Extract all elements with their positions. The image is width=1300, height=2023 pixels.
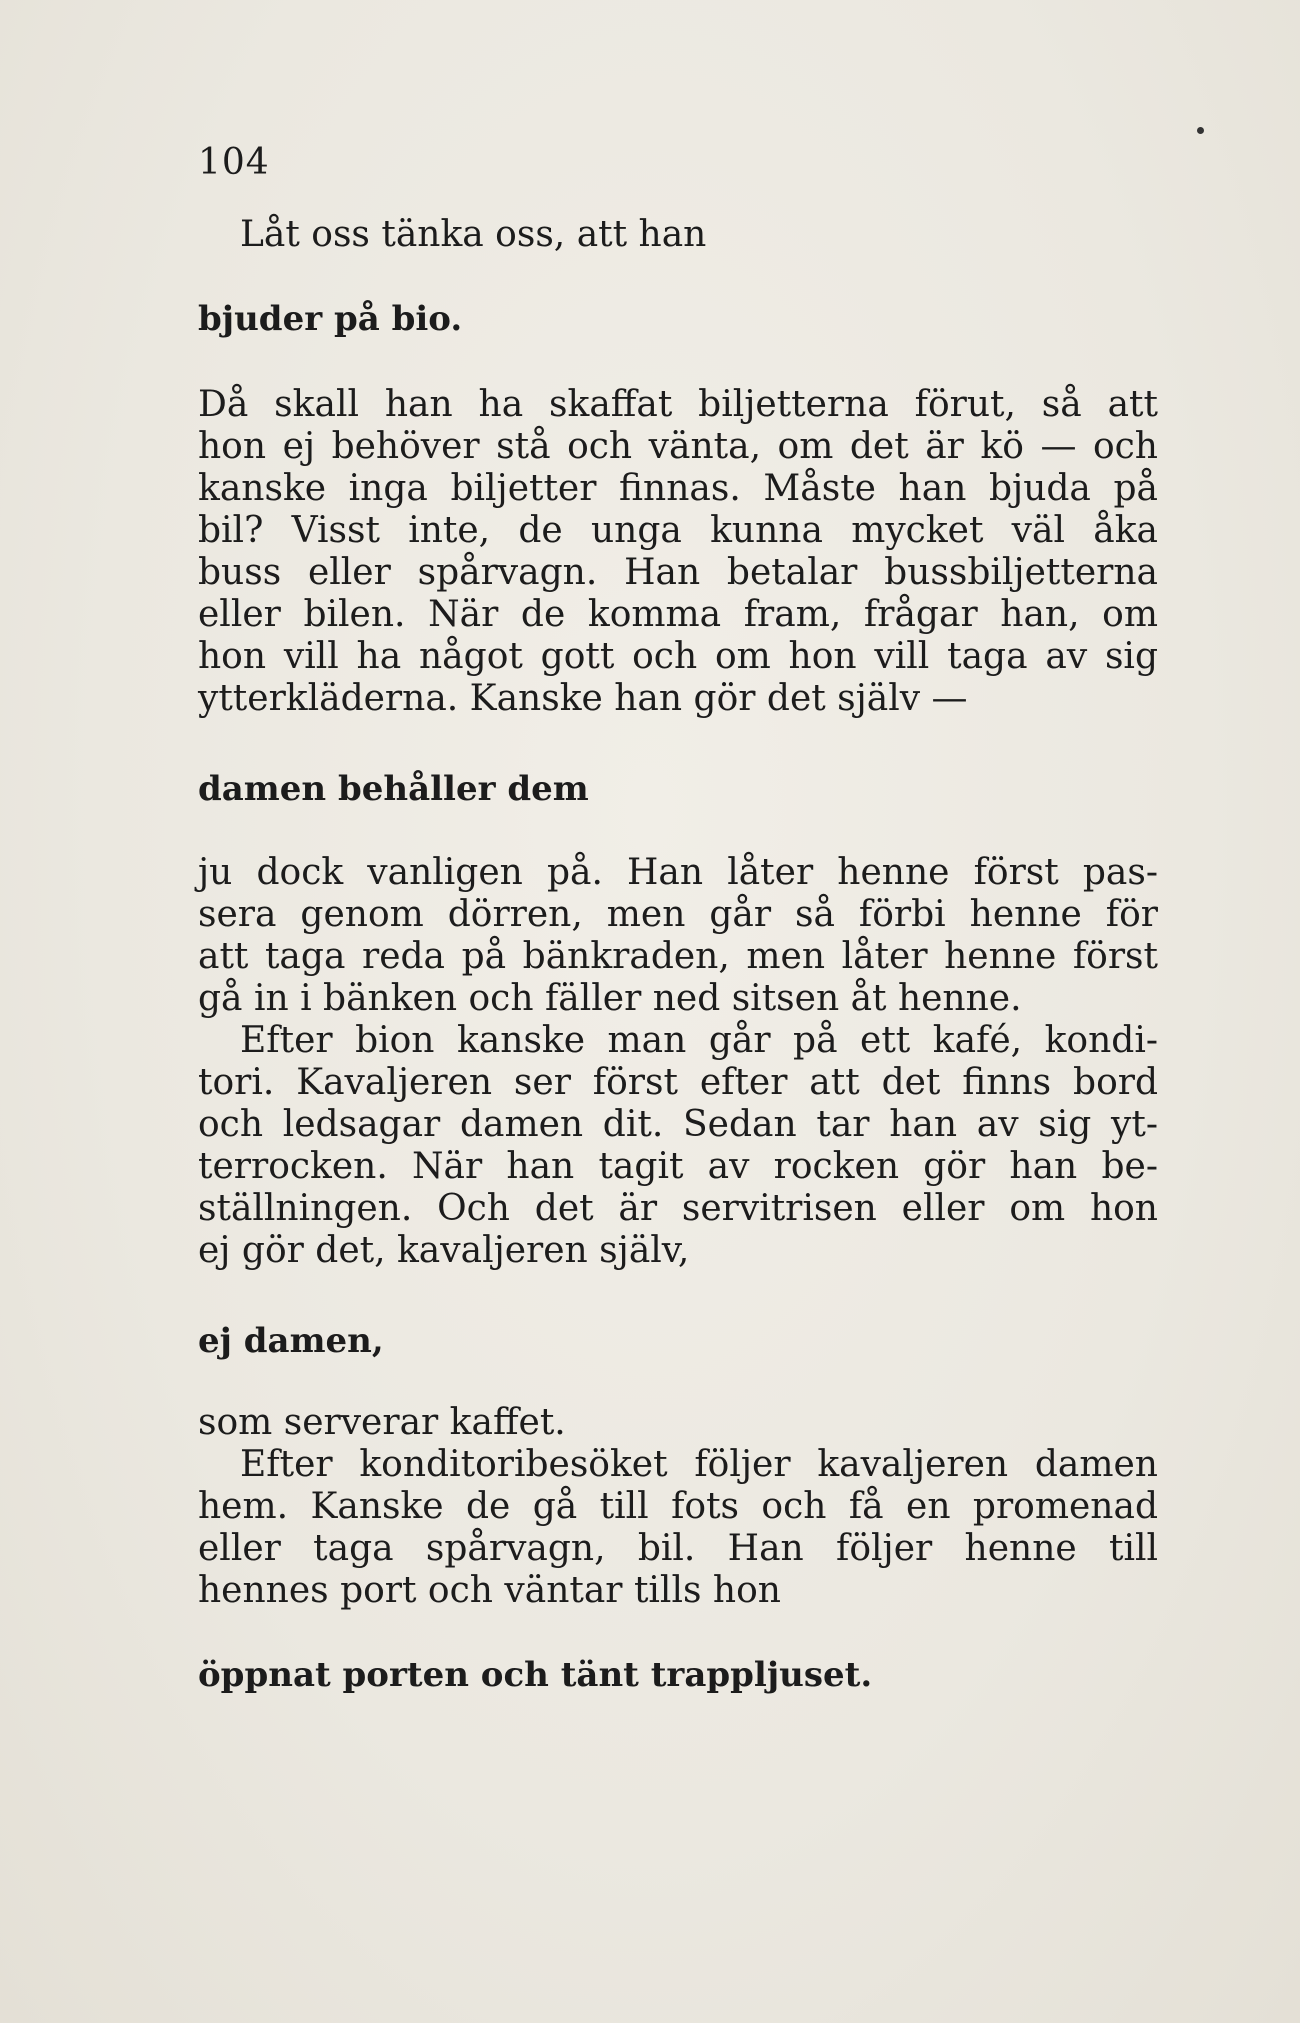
text-line: ej gör det, kavaljeren själv,	[198, 1230, 690, 1271]
bold-caption-line: öppnat porten och tänt trappljuset.	[198, 1655, 873, 1695]
text-line: hon ej behöver stå och vänta, om det är kö — och	[198, 426, 1158, 467]
text-line: ytterkläderna. Kanske han gör det själv —	[198, 678, 968, 719]
bold-caption-line: ej damen,	[198, 1321, 384, 1361]
text-line: tori. Kavaljeren ser först efter att det finns bord	[198, 1062, 1158, 1103]
text-line: hon vill ha något gott och om hon vill taga av sig	[198, 636, 1158, 677]
text-line: hem. Kanske de gå till fots och få en promenad	[198, 1486, 1158, 1527]
text-line: eller taga spårvagn, bil. Han följer henne till	[198, 1528, 1158, 1569]
text-line: kanske inga biljetter finnas. Måste han bjuda på	[198, 468, 1158, 509]
text-line: att taga reda på bänkraden, men låter henne först	[198, 936, 1158, 977]
speck-mark	[1197, 127, 1204, 134]
text-line: ställningen. Och det är servitrisen eller om hon	[198, 1188, 1158, 1229]
text-line: eller bilen. När de komma fram, frågar han, om	[198, 594, 1158, 635]
text-line: buss eller spårvagn. Han betalar bussbiljetterna	[198, 552, 1158, 593]
page-number: 104	[198, 142, 270, 183]
text-line: sera genom dörren, men går så förbi henne för	[198, 894, 1158, 935]
text-line: och ledsagar damen dit. Sedan tar han av sig yt-	[198, 1104, 1158, 1145]
text-line: terrocken. När han tagit av rocken gör han be-	[198, 1146, 1158, 1187]
text-line: Låt oss tänka oss, att han	[240, 214, 707, 255]
text-line: gå in i bänken och fäller ned sitsen åt henne.	[198, 978, 1022, 1019]
bold-caption-line: damen behåller dem	[198, 769, 589, 809]
bold-caption-line: bjuder på bio.	[198, 299, 463, 339]
text-line: som serverar kaffet.	[198, 1402, 566, 1443]
text-line: hennes port och väntar tills hon	[198, 1570, 781, 1611]
text-line: ju dock vanligen på. Han låter henne först pas-	[198, 852, 1158, 893]
text-line: Efter bion kanske man går på ett kafé, kondi-	[240, 1020, 1158, 1061]
text-line: bil? Visst inte, de unga kunna mycket väl åka	[198, 510, 1158, 551]
text-line: Efter konditoribesöket följer kavaljeren damen	[240, 1444, 1158, 1485]
text-line: Då skall han ha skaffat biljetterna förut, så att	[198, 384, 1158, 425]
